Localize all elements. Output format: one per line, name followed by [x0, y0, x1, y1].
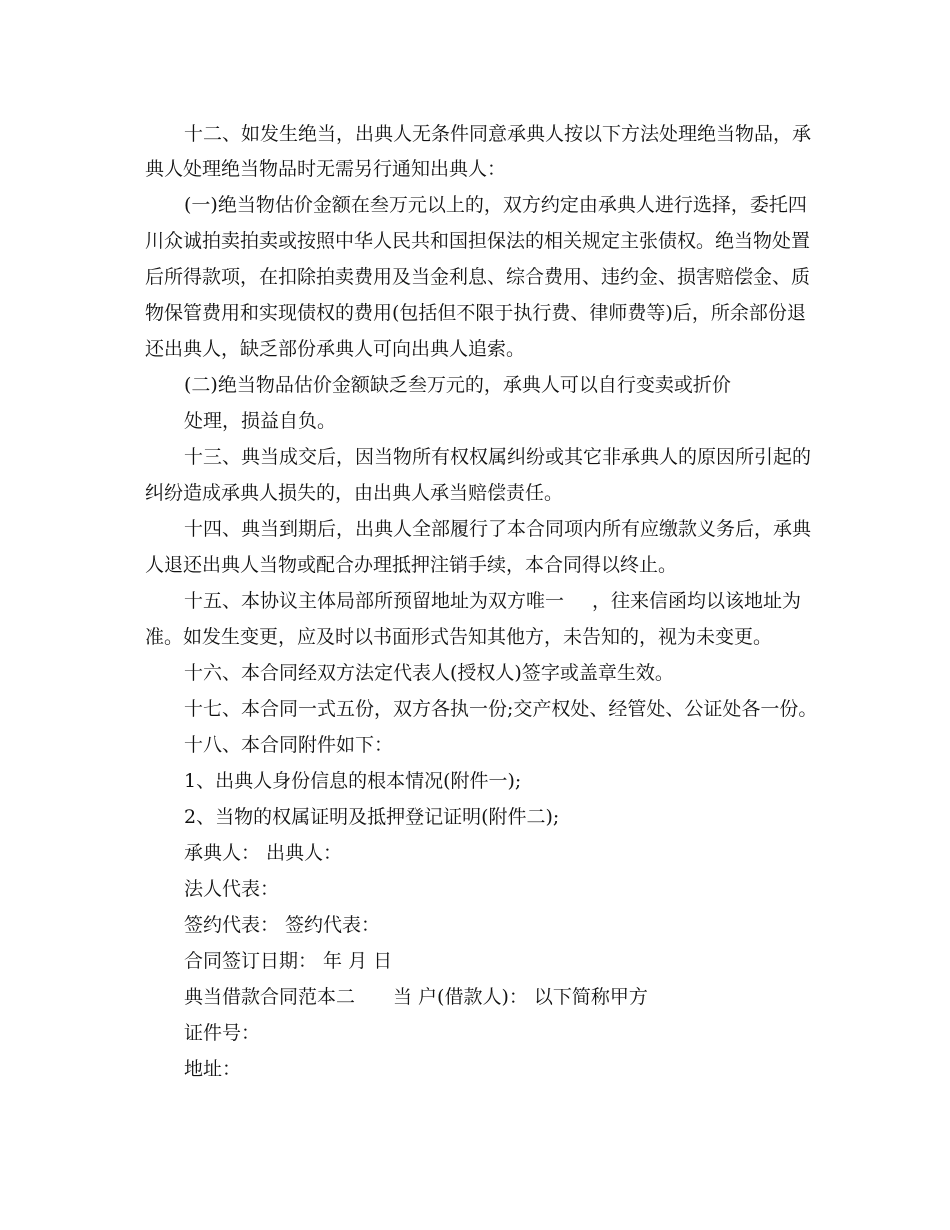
item-1-line-3: 后所得款项，在扣除拍卖费用及当金利息、综合费用、违约金、损害赔偿金、质: [145, 266, 811, 288]
address-label: 地址：: [184, 1058, 242, 1080]
clause-12-line-2: 典人处理绝当物品时无需另行通知出典人：: [145, 158, 507, 180]
sign-parties: 承典人： 出典人：: [184, 842, 343, 864]
clause-15-text-a: 十五、本协议主体局部所预留地址为双方唯一: [184, 590, 565, 612]
clause-13-line-2: 纠纷造成承典人损失的，由出典人承当赔偿责任。: [145, 482, 564, 504]
template-2-line: [184, 985, 648, 1009]
clause-15-line-2: 准。如发生变更，应及时以书面形式告知其他方，未告知的，视为未变更。: [145, 626, 773, 648]
item-1-line-4: 物保管费用和实现债权的费用(包括但不限于执行费、律师费等)后，所余部份退: [145, 302, 806, 324]
item-2-line-2: 处理，损益自负。: [184, 410, 337, 432]
attachment-1: 1、出典人身份信息的根本情况(附件一);: [184, 770, 522, 792]
template-2-title: 典当借款合同范本二: [184, 986, 356, 1008]
clause-14-line-2: 人退还出典人当物或配合办理抵押注销手续，本合同得以终止。: [145, 554, 678, 576]
template-2-party: 当 户(借款人)： 以下简称甲方: [393, 986, 648, 1008]
clause-15-line-1: [184, 589, 801, 613]
item-1-line-2: 川众诚拍卖拍卖或按照中华人民共和国担保法的相关规定主张债权。绝当物处置: [145, 230, 811, 252]
clause-15-text-b: ，往来信函均以该地址为: [592, 590, 802, 612]
item-2-line-1: (二)绝当物品估价金额缺乏叁万元的，承典人可以自行变卖或折价: [184, 374, 731, 396]
sign-representatives: 签约代表： 签约代表：: [184, 914, 381, 936]
item-1-line-5: 还出典人，缺乏部份承典人可向出典人追索。: [145, 338, 526, 360]
clause-12-line-1: 十二、如发生绝当，出典人无条件同意承典人按以下方法处理绝当物品，承: [184, 123, 812, 145]
clause-16: 十六、本合同经双方法定代表人(授权人)签字或盖章生效。: [184, 662, 674, 684]
id-number-label: 证件号：: [184, 1022, 261, 1044]
clause-17: 十七、本合同一式五份，双方各执一份;交产权处、经管处、公证处各一份。: [184, 698, 818, 720]
clause-13-line-1: 十三、典当成交后，因当物所有权权属纠纷或其它非承典人的原因所引起的: [184, 446, 812, 468]
clause-14-line-1: 十四、典当到期后，出典人全部履行了本合同项内所有应缴款义务后，承典: [184, 518, 812, 540]
legal-representative: 法人代表：: [184, 878, 280, 900]
item-1-line-1: (一)绝当物估价金额在叁万元以上的，双方约定由承典人进行选择，委托四: [184, 194, 807, 216]
attachment-2: 2、当物的权属证明及抵押登记证明(附件二);: [184, 806, 560, 828]
sign-date: 合同签订日期： 年 月 日: [184, 950, 393, 972]
clause-18: 十八、本合同附件如下：: [184, 734, 394, 756]
